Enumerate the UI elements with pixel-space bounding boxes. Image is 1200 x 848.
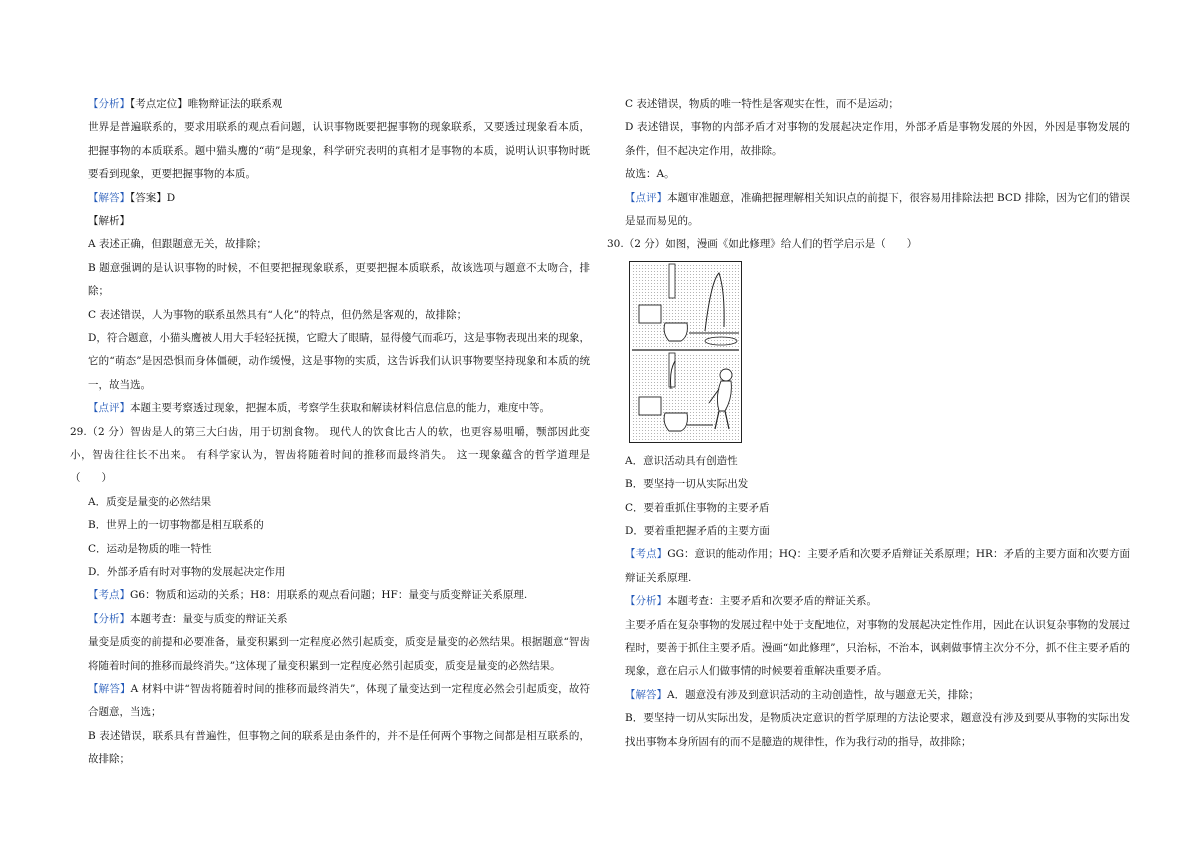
question-29: 29.（2 分）智齿是人的第三大臼齿，用于切割食物。 现代人的饮食比古人的软，也更容易咀嚼，颚部因此变小，智齿往往长不出来。 有科学家认为，智齿将随着时间的推移而最终消失。 这一现象蕴含的哲学道理是（ ） bbox=[70, 425, 590, 485]
option-d-explanation: D，符合题意，小猫头鹰被人用大手轻轻抚摸，它瞪大了眼睛，显得傻气而乖巧，这是事物表现出来的现象，它的“萌态”是因恐惧而身体僵硬，动作缓慢，这是事物的实质，这告诉我们认识事物要坚持现象和本质的统一，故当选。 bbox=[88, 331, 590, 391]
q29-option-a: A．质变是量变的必然结果 bbox=[88, 495, 212, 508]
q28-comment: 【点评】本题审准题意，准确把握理解相关知识点的前提下，很容易用排除法把 BCD 排除，因为它们的错误是显而易见的。 bbox=[625, 191, 1131, 227]
q28-choice: 故选：A。 bbox=[625, 168, 675, 181]
q29-answer-a: 【解答】A 材料中讲“智齿将随着时间的推移而最终消失”，体现了量变达到一定程度必然会引起质变，故符合题意，当选； bbox=[88, 682, 591, 719]
q29-option-c: C．运动是物质的唯一特性 bbox=[88, 542, 212, 555]
option-a-explanation: A 表述正确，但跟题意无关，故排除； bbox=[88, 238, 267, 251]
cartoon-image bbox=[629, 261, 742, 443]
q29-knowledge-point: 【考点】G6：物质和运动的关系；H8：用联系的观点看问题；HF：量变与质变辩证关系原理. bbox=[88, 589, 528, 602]
comment-line: 【点评】本题主要考察透过现象，把握本质，考察学生获取和解读材料信息信息的能力，难度中等。 bbox=[88, 402, 550, 415]
right-column bbox=[607, 93, 1131, 754]
q30-answer-b: B．要坚持一切从实际出发，是物质决定意识的哲学原理的方法论要求，题意没有涉及到要从事物的实际出发找出事物本身所固有的而不是臆造的规律性，作为我行动的指导，故排除； bbox=[625, 712, 1130, 748]
question-30: 30.（2 分）如图，漫画《如此修理》给人们的哲学启示是（ ） bbox=[607, 238, 918, 251]
comment-tag: 【点评】 bbox=[88, 402, 130, 415]
option-b-explanation: B 题意强调的是认识事物的时候，不但要把握现象联系，更要把握本质联系，故该选项与题意不太吻合，排除； bbox=[88, 261, 590, 298]
explanation-heading: 【解析】 bbox=[88, 215, 130, 227]
q30-answer-a: 【解答】A．题意没有涉及到意识活动的主动创造性，故与题意无关，排除； bbox=[625, 688, 980, 701]
q29-answer-b: B 表述错误，联系具有普遍性，但事物之间的联系是由条件的，并不是任何两个事物之间都是相互联系的，故排除； bbox=[88, 729, 590, 766]
answer-tag: 【解答】 bbox=[88, 191, 130, 204]
q30-option-a: A．意识活动具有创造性 bbox=[625, 454, 738, 467]
q30-option-b: B．要坚持一切从实际出发 bbox=[625, 478, 749, 491]
q29-analysis-heading: 【分析】本题考查：量变与质变的辩证关系 bbox=[88, 612, 288, 625]
q29-option-d: D．外部矛盾有时对事物的发展起决定作用 bbox=[88, 565, 286, 578]
q30-option-d: D．要着重把握矛盾的主要方面 bbox=[625, 524, 770, 537]
analysis-tag: 【分析】 bbox=[88, 98, 130, 110]
q30-analysis-text: 主要矛盾在复杂事物的发展过程中处于支配地位，对事物的发展起决定性作用，因此在认识复杂事物的发展过程时，要善于抓住主要矛盾。漫画“如此修理”，只治标，不治本，讽刺做事情主次分不分，抓不住主要矛盾的现象，意在启示人们做事情的时候要着重解决重要矛盾。 bbox=[625, 618, 1130, 678]
q29-option-b: B．世界上的一切事物都是相互联系的 bbox=[88, 519, 264, 532]
q28-option-d-explanation: D 表述错误，事物的内部矛盾才对事物的发展起决定作用，外部矛盾是事物发展的外因，外因是事物发展的条件，但不起决定作用，故排除。 bbox=[625, 121, 1130, 157]
q30-knowledge-point: 【考点】GG：意识的能动作用；HQ：主要矛盾和次要矛盾辩证关系原理；HR：矛盾的主要方面和次要方面辩证关系原理. bbox=[625, 548, 1131, 584]
option-c-explanation: C 表述错误，人为事物的联系虽然具有“人化”的特点，但仍然是客观的，故排除； bbox=[88, 308, 468, 321]
analysis-heading: 【分析】【考点定位】唯物辩证法的联系观 bbox=[88, 98, 283, 110]
q28-option-c-explanation: C 表述错误，物质的唯一特性是客观实在性，而不是运动； bbox=[625, 98, 899, 110]
left-column bbox=[70, 93, 591, 772]
q30-analysis-heading: 【分析】本题考查：主要矛盾和次要矛盾的辩证关系。 bbox=[625, 595, 877, 608]
analysis-text: 世界是普遍联系的，要求用联系的观点看问题，认识事物既要把握事物的现象联系，又要透过现象看本质，把握事物的本质联系。题中猫头鹰的“萌”是现象，科学研究表明的真相才是事物的本质，说明认识事物时既要看到现象，更要把握事物的本质。 bbox=[88, 121, 590, 181]
q30-option-c: C．要着重抓住事物的主要矛盾 bbox=[625, 501, 770, 514]
answer-heading: 【解答】【答案】D bbox=[88, 191, 176, 204]
q29-analysis-text: 量变是质变的前提和必要准备，量变积累到一定程度必然引起质变，质变是量变的必然结果。根据题意“智齿将随着时间的推移而最终消失。”这体现了量变积累到一定程度必然引起质变，质变是量变的必然结果。 bbox=[88, 636, 590, 672]
